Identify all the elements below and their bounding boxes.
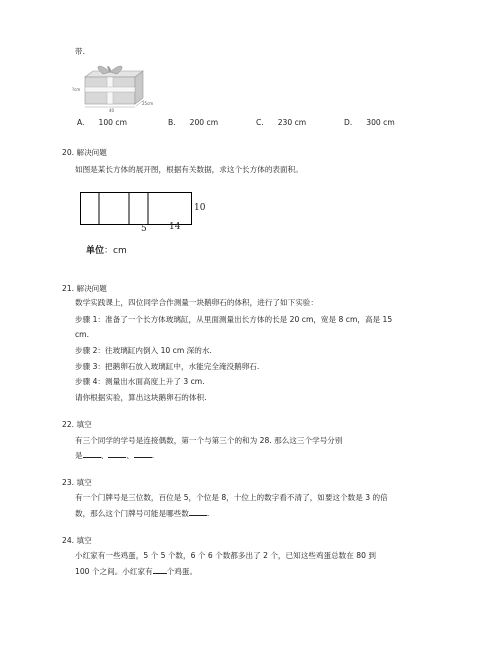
q19-tail-text: 带.: [75, 47, 86, 56]
option-a-letter: A.: [77, 118, 85, 127]
option-c-letter: C.: [256, 118, 264, 127]
q22-separator: 、: [100, 451, 109, 460]
q21-line: cm.: [75, 330, 89, 339]
option-c-value: 230 cm: [277, 118, 307, 127]
answer-blank-2[interactable]: [108, 450, 126, 458]
cuboid-net-figure: [80, 192, 200, 226]
unit-value: ：cm: [104, 246, 127, 256]
answer-blank[interactable]: [153, 566, 167, 574]
q22-line1: 有三个同学的学号是连接偶数，第一个与第三个的和为 28. 那么这三个学号分别: [75, 436, 343, 445]
q22-end: .: [151, 451, 155, 460]
unit-line: [86, 243, 127, 256]
q24-heading: 24. 填空: [62, 536, 92, 545]
q23-end: .: [206, 509, 210, 518]
q24-line2-start: 100 个之间。小红家有: [75, 567, 153, 576]
q23-line2-start: 数，那么这个门牌号可能是哪些数: [75, 509, 189, 518]
unit-label: 单位: [86, 246, 105, 256]
q21-heading: 21. 解决问题: [62, 284, 107, 293]
gift-label-mid: 40: [109, 108, 115, 113]
option-c: [256, 118, 306, 127]
q20-text: 如图是某长方体的展开图，根据有关数据，求这个长方体的表面积。: [75, 165, 303, 174]
q21-line: 步骤 1：准备了一个长方体玻璃缸，从里面测量出长方体的长是 20 cm，宽是 8 cm，高是 15: [75, 315, 393, 324]
q21-line: 步骤 3：把鹅卵石放入玻璃缸中，水能完全淹没鹅卵石.: [75, 362, 260, 371]
option-d-letter: D.: [344, 118, 353, 127]
q23-heading: 23. 填空: [62, 478, 92, 487]
answer-blank-1[interactable]: [83, 450, 101, 458]
q23-line1: 有一个门牌号是三位数，百位是 5，个位是 8，十位上的数字看不清了，如要这个数是 3 的倍: [75, 493, 388, 502]
q24-line2-end: 个鸡蛋。: [166, 567, 198, 576]
option-a-value: 100 cm: [98, 118, 127, 127]
q21-line: 步骤 4：测量出水面高度上升了 3 cm.: [75, 377, 205, 386]
q22-separator: 、: [126, 451, 134, 460]
q22-heading: 22. 填空: [62, 420, 92, 429]
q20-heading: 20. 解决问题: [62, 148, 107, 157]
option-d: [344, 118, 395, 127]
gift-label-right: 25cm: [142, 101, 154, 106]
answer-blank[interactable]: [189, 508, 210, 518]
option-a: [77, 118, 127, 127]
q22-line2: [75, 450, 154, 461]
net-dim-height: 10: [194, 203, 206, 213]
gift-label-left: ?cm: [72, 87, 81, 92]
option-b: [168, 118, 218, 127]
answer-blank-3[interactable]: [134, 450, 155, 460]
option-b-value: 200 cm: [189, 118, 219, 127]
q21-line: 请你根据实验，算出这块鹅卵石的体积.: [75, 393, 207, 402]
option-d-value: 300 cm: [366, 118, 395, 127]
option-b-letter: B.: [168, 118, 176, 127]
q22-line2-start: 是: [75, 451, 83, 460]
q24-line1: 小红家有一些鸡蛋，5 个 5 个数，6 个 6 个数都多出了 2 个，已知这些鸡蛋总数在 80 到: [75, 551, 376, 560]
net-dim-width: 5: [141, 224, 147, 234]
q24-line2: [75, 566, 197, 577]
q21-line: 数学实践课上，四位同学合作测量一块鹅卵石的体积，进行了如下实验：: [75, 298, 318, 307]
q21-line: 步骤 2：往玻璃缸内倒入 10 cm 深的水.: [75, 346, 212, 355]
q23-line2: [75, 508, 209, 519]
net-dim-length: 14: [169, 222, 181, 232]
